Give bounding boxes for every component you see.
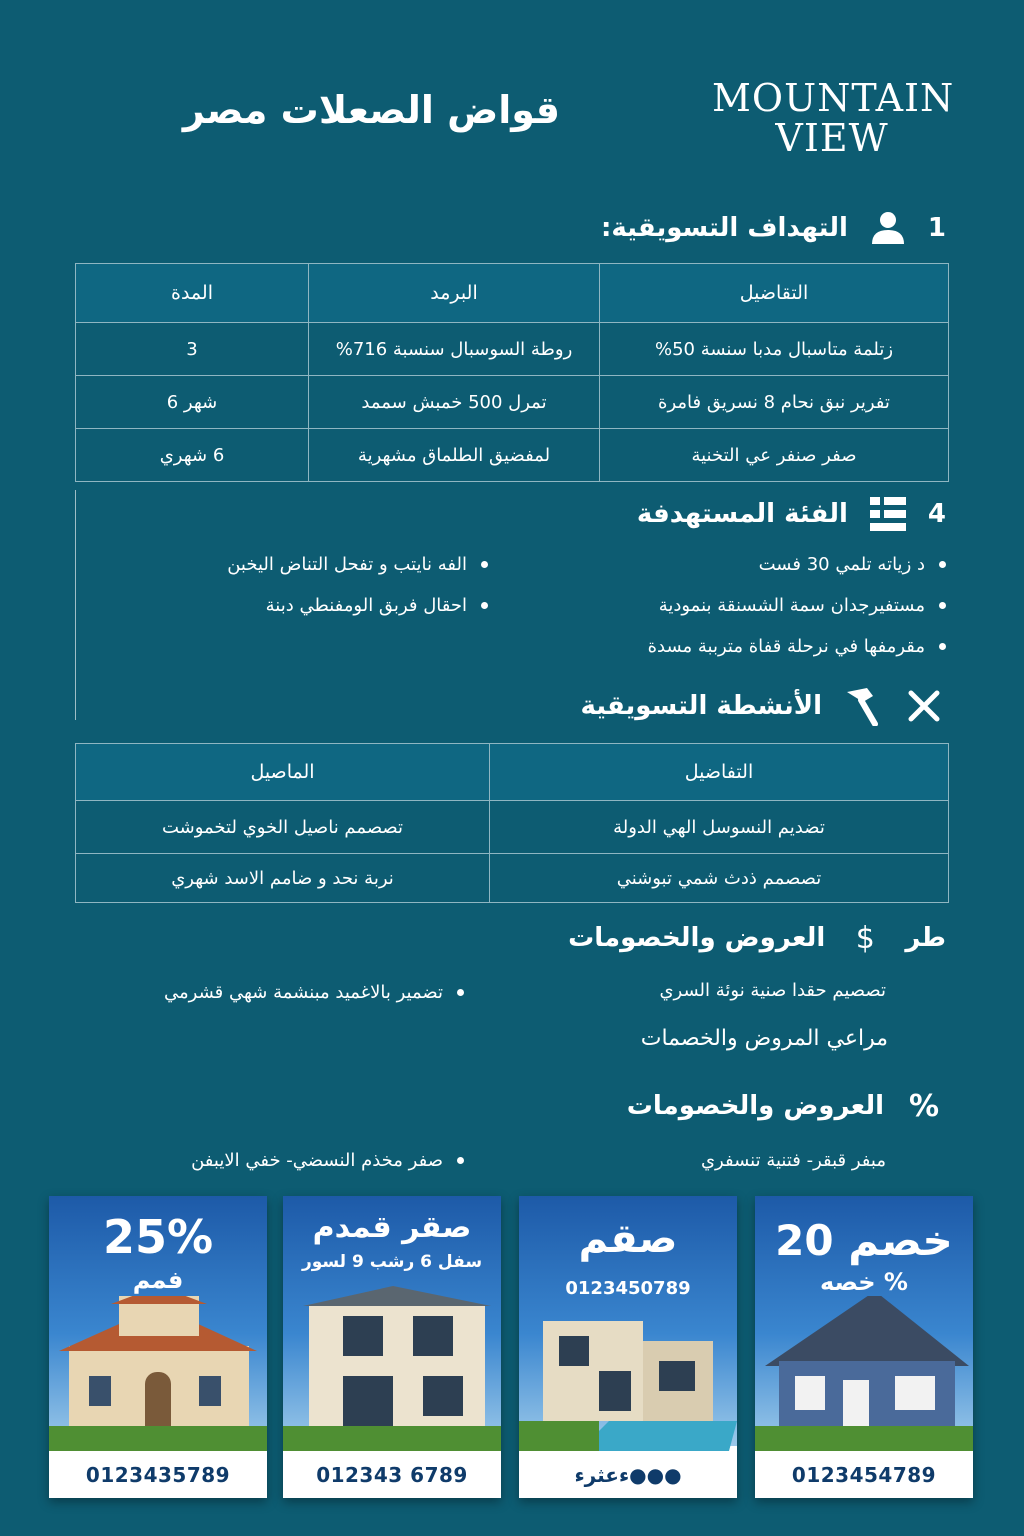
hammer-icon (840, 684, 884, 728)
table-cell: لمفضيق الطلماق مشهرية (309, 429, 600, 482)
card-headline: خصم 20 (775, 1216, 953, 1265)
list-item: مقرمفها في نرحلة قفاة مترببة مسدة (526, 626, 946, 667)
audience-list-right (526, 544, 946, 667)
table-cell: نربة نحد و ضامم الاسد شهري (76, 854, 490, 903)
list-item: احقال فربق الومفنطي دبنة (68, 585, 488, 626)
audience-heading (637, 492, 946, 536)
table-row (76, 429, 949, 482)
house-illustration (755, 1296, 973, 1451)
table-header: الماصيل (76, 744, 490, 801)
card-phone: ءعثرء●●● (574, 1463, 682, 1487)
table-cell: تمرل 500 خمبش سممد (309, 376, 600, 429)
card-headline: 25% (102, 1210, 214, 1264)
promo-card[interactable] (755, 1196, 973, 1498)
offers-heading (568, 916, 946, 960)
table-row (76, 854, 949, 903)
activities-table (75, 743, 949, 903)
audience-list-left (68, 544, 488, 626)
table-header: التقاضيل (600, 264, 949, 323)
offers-prefix: طر (905, 923, 946, 953)
goals-number: 1 (927, 213, 946, 243)
table-cell: روطة السوسبال سنسبة 716% (309, 323, 600, 376)
brand-line-1: MOUNTAIN (712, 76, 955, 120)
card-sub: % خصه (820, 1268, 908, 1296)
offers-right-text: تصصيم حقدا صنية نوئة السري (659, 980, 886, 1001)
card-sub: فمم (132, 1266, 184, 1294)
card-headline: صقر قمدم (312, 1210, 472, 1245)
table-header: المدة (76, 264, 309, 323)
page-title: قواض الصعلات مصر (182, 88, 560, 132)
goals-title: التهداف التسويقية: (600, 213, 848, 243)
discounts-title: العروض والخصومات (626, 1091, 884, 1121)
offers-subtitle: مراعي المروض والخصمات (640, 1026, 888, 1051)
table-cell: صفر صنفر عي التخنية (600, 429, 949, 482)
house-illustration (519, 1311, 737, 1451)
card-sub: 0123450789 (565, 1278, 691, 1299)
activities-heading (580, 684, 946, 728)
list-item: الفه نايتب و تفحل التناض اليخبن (68, 544, 488, 585)
house-illustration (49, 1296, 267, 1451)
table-cell: تصصمم ناصيل الخوي لتخموشت (76, 801, 490, 854)
brand-line-2: VIEW (775, 116, 889, 160)
list-item: مستفيرجدان سمة الشسنقة بنمودية (526, 585, 946, 626)
table-cell: تفرير نبق نحام 8 نسريق فامرة (600, 376, 949, 429)
list-item: د زياته تلمي 30 فست (526, 544, 946, 585)
card-phone: 0123435789 (85, 1463, 231, 1487)
table-cell: 3 (76, 323, 309, 376)
discounts-right-text: مبفر قبقر- فتنية تنسفري (700, 1150, 886, 1171)
percent-icon: % (908, 1088, 940, 1124)
card-headline: صقم (578, 1216, 678, 1262)
dollar-icon: $ (855, 920, 875, 956)
audience-number: 4 (927, 499, 946, 529)
brand-logo (712, 76, 955, 160)
table-row (76, 376, 949, 429)
table-cell: 6 شهري (76, 429, 309, 482)
table-row (76, 323, 949, 376)
goals-table (75, 263, 949, 482)
goals-heading (601, 206, 946, 250)
offers-title: العروض والخصومات (568, 923, 826, 953)
promo-card[interactable] (283, 1196, 501, 1498)
house-illustration (283, 1286, 501, 1451)
offers-list-left (24, 972, 464, 1013)
user-icon (866, 206, 910, 250)
table-header-row (76, 264, 949, 323)
list-item: صفر مخذم النسضي- خفي الايبفن (24, 1140, 464, 1181)
table-cell: زتلمة متاسبال مدبا سنسة 50% (600, 323, 949, 376)
audience-title: الفئة المستهدفة (636, 499, 848, 529)
promo-card[interactable] (519, 1196, 737, 1498)
table-header-row (76, 744, 949, 801)
list-icon (866, 492, 910, 536)
list-item: تضمير بالاغميد مبنشمة شهي قشرمي (24, 972, 464, 1013)
card-sub: سفل 6 رشب 9 لسور (301, 1252, 483, 1272)
discounts-list-left (24, 1140, 464, 1181)
tools-icon (902, 684, 946, 728)
table-header: التفاضيل (490, 744, 949, 801)
card-phone: 012343 6789 (316, 1463, 468, 1487)
table-cell: شهر 6 (76, 376, 309, 429)
discounts-heading (627, 1084, 946, 1128)
activities-title: الأنشطة التسويقية (580, 691, 822, 721)
table-cell: تصصمم ذدث شمي تبوشني (490, 854, 949, 903)
promo-card[interactable] (49, 1196, 267, 1498)
table-header: البرمد (309, 264, 600, 323)
table-cell: تضديم النسوسل الهي الدولة (490, 801, 949, 854)
card-phone: 0123454789 (791, 1463, 937, 1487)
table-row (76, 801, 949, 854)
